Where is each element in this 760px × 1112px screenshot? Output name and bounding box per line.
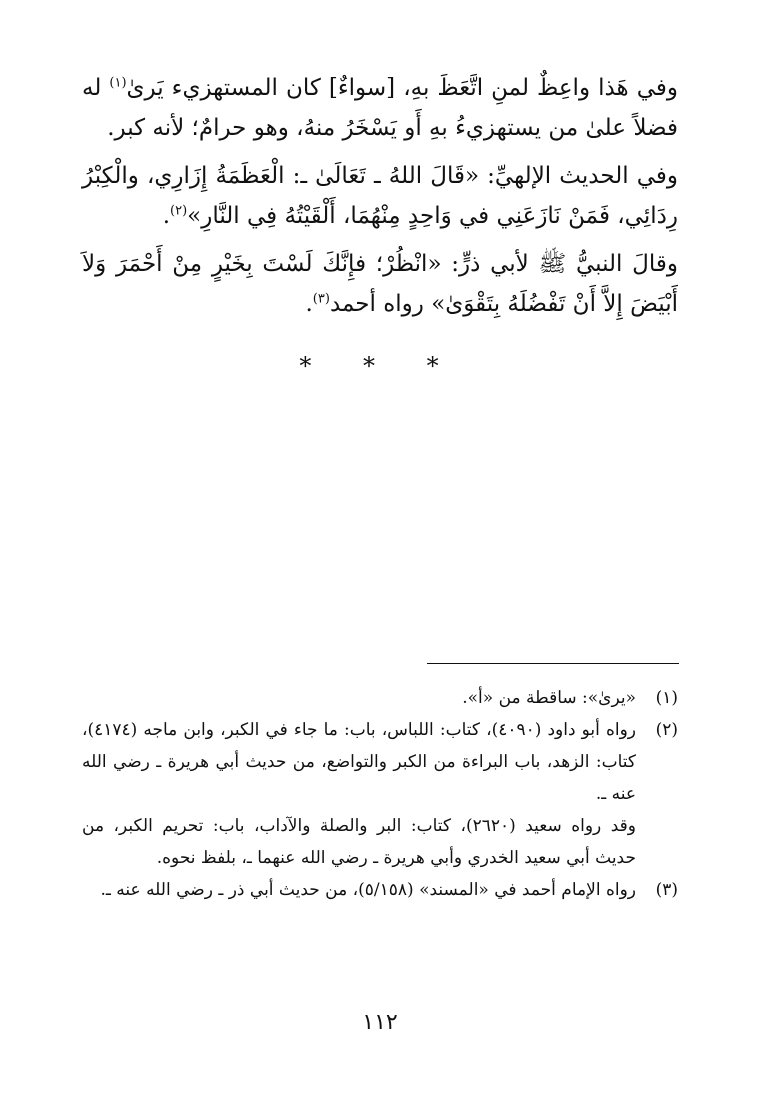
footnote-number: (٣) (655, 880, 678, 900)
paragraph-1-text-end: له فضلاً علىٰ من يستهزيءُ بهِ أَو يَسْخَرُ منهُ، وهو حرامٌ؛ لأنه كبر. (82, 75, 678, 141)
footnote-ref-3: (٣) (312, 291, 330, 307)
footnote-text: وقد رواه سعيد (٢٦٢٠)، كتاب: البر والصلة والآداب، باب: تحريم الكبر، من حديث أبي سعيد الخدري وأبي هريرة ـ رضي الله عنهما ـ، بلفظ نحوه. (82, 816, 636, 868)
paragraph-3 (82, 244, 678, 324)
footnote-ref-1: (١) (109, 75, 127, 91)
footnote-text: «يرىٰ»: ساقطة من «أ». (462, 688, 636, 708)
footnote-body (82, 714, 636, 874)
section-separator: * * * (299, 352, 461, 380)
footnote-text: رواه الإمام أحمد في «المسند» (٥/١٥٨)، من حديث أبي ذر ـ رضي الله عنه ـ. (100, 880, 636, 900)
footnote-2 (82, 714, 678, 874)
footnote-text: رواه أبو داود (٤٠٩٠)، كتاب: اللباس، باب: ما جاء في الكبر، وابن ماجه (٤١٧٤)، كتاب: الزهد، باب البراءة من الكبر والتواضع، من حديث أبي هريرة ـ رضي الله عنه ـ. (82, 720, 637, 804)
footnote-body (82, 682, 636, 714)
paragraph-2 (82, 156, 678, 236)
footnote-divider (427, 663, 679, 664)
footnote-number: (١) (655, 688, 678, 708)
footnotes (82, 682, 678, 906)
main-text (82, 68, 678, 332)
page-number: ١١٢ (362, 1010, 398, 1035)
paragraph-3-text: وقالَ النبيُّ ﷺ لأبي ذرٍّ: «انْظُرْ؛ فإِنَّكَ لَسْتَ بِخَيْرٍ مِنْ أَحْمَرَ وَلاَ أَبْيَضَ إِلاَّ أَنْ تَفْضُلَهُ بِتَقْوَىٰ» رواه أحمد (82, 251, 678, 317)
footnote-3 (82, 874, 678, 906)
paragraph-1-text: وفي هَذا واعِظٌ لمنِ اتَّعَظَ بهِ، [سواءٌ] كان المستهزيء يَرىٰ (126, 75, 678, 101)
paragraph-3-text-end: . (305, 291, 313, 317)
footnote-number: (٢) (655, 720, 678, 740)
paragraph-1 (82, 68, 678, 148)
paragraph-2-text-end: . (162, 203, 170, 229)
footnote-ref-2: (٢) (170, 203, 188, 219)
footnote-body (82, 874, 636, 906)
footnote-1 (82, 682, 678, 714)
paragraph-2-text: وفي الحديث الإلهيِّ: «قَالَ اللهُ ـ تَعَالَىٰ ـ: الْعَظَمَةُ إِزَارِي، والْكِبْرُ رِدَائِي، فَمَنْ نَازَعَنِي في وَاحِدٍ مِنْهُمَا، أَلْقَيْتُهُ فِي النَّارِ» (82, 163, 678, 229)
